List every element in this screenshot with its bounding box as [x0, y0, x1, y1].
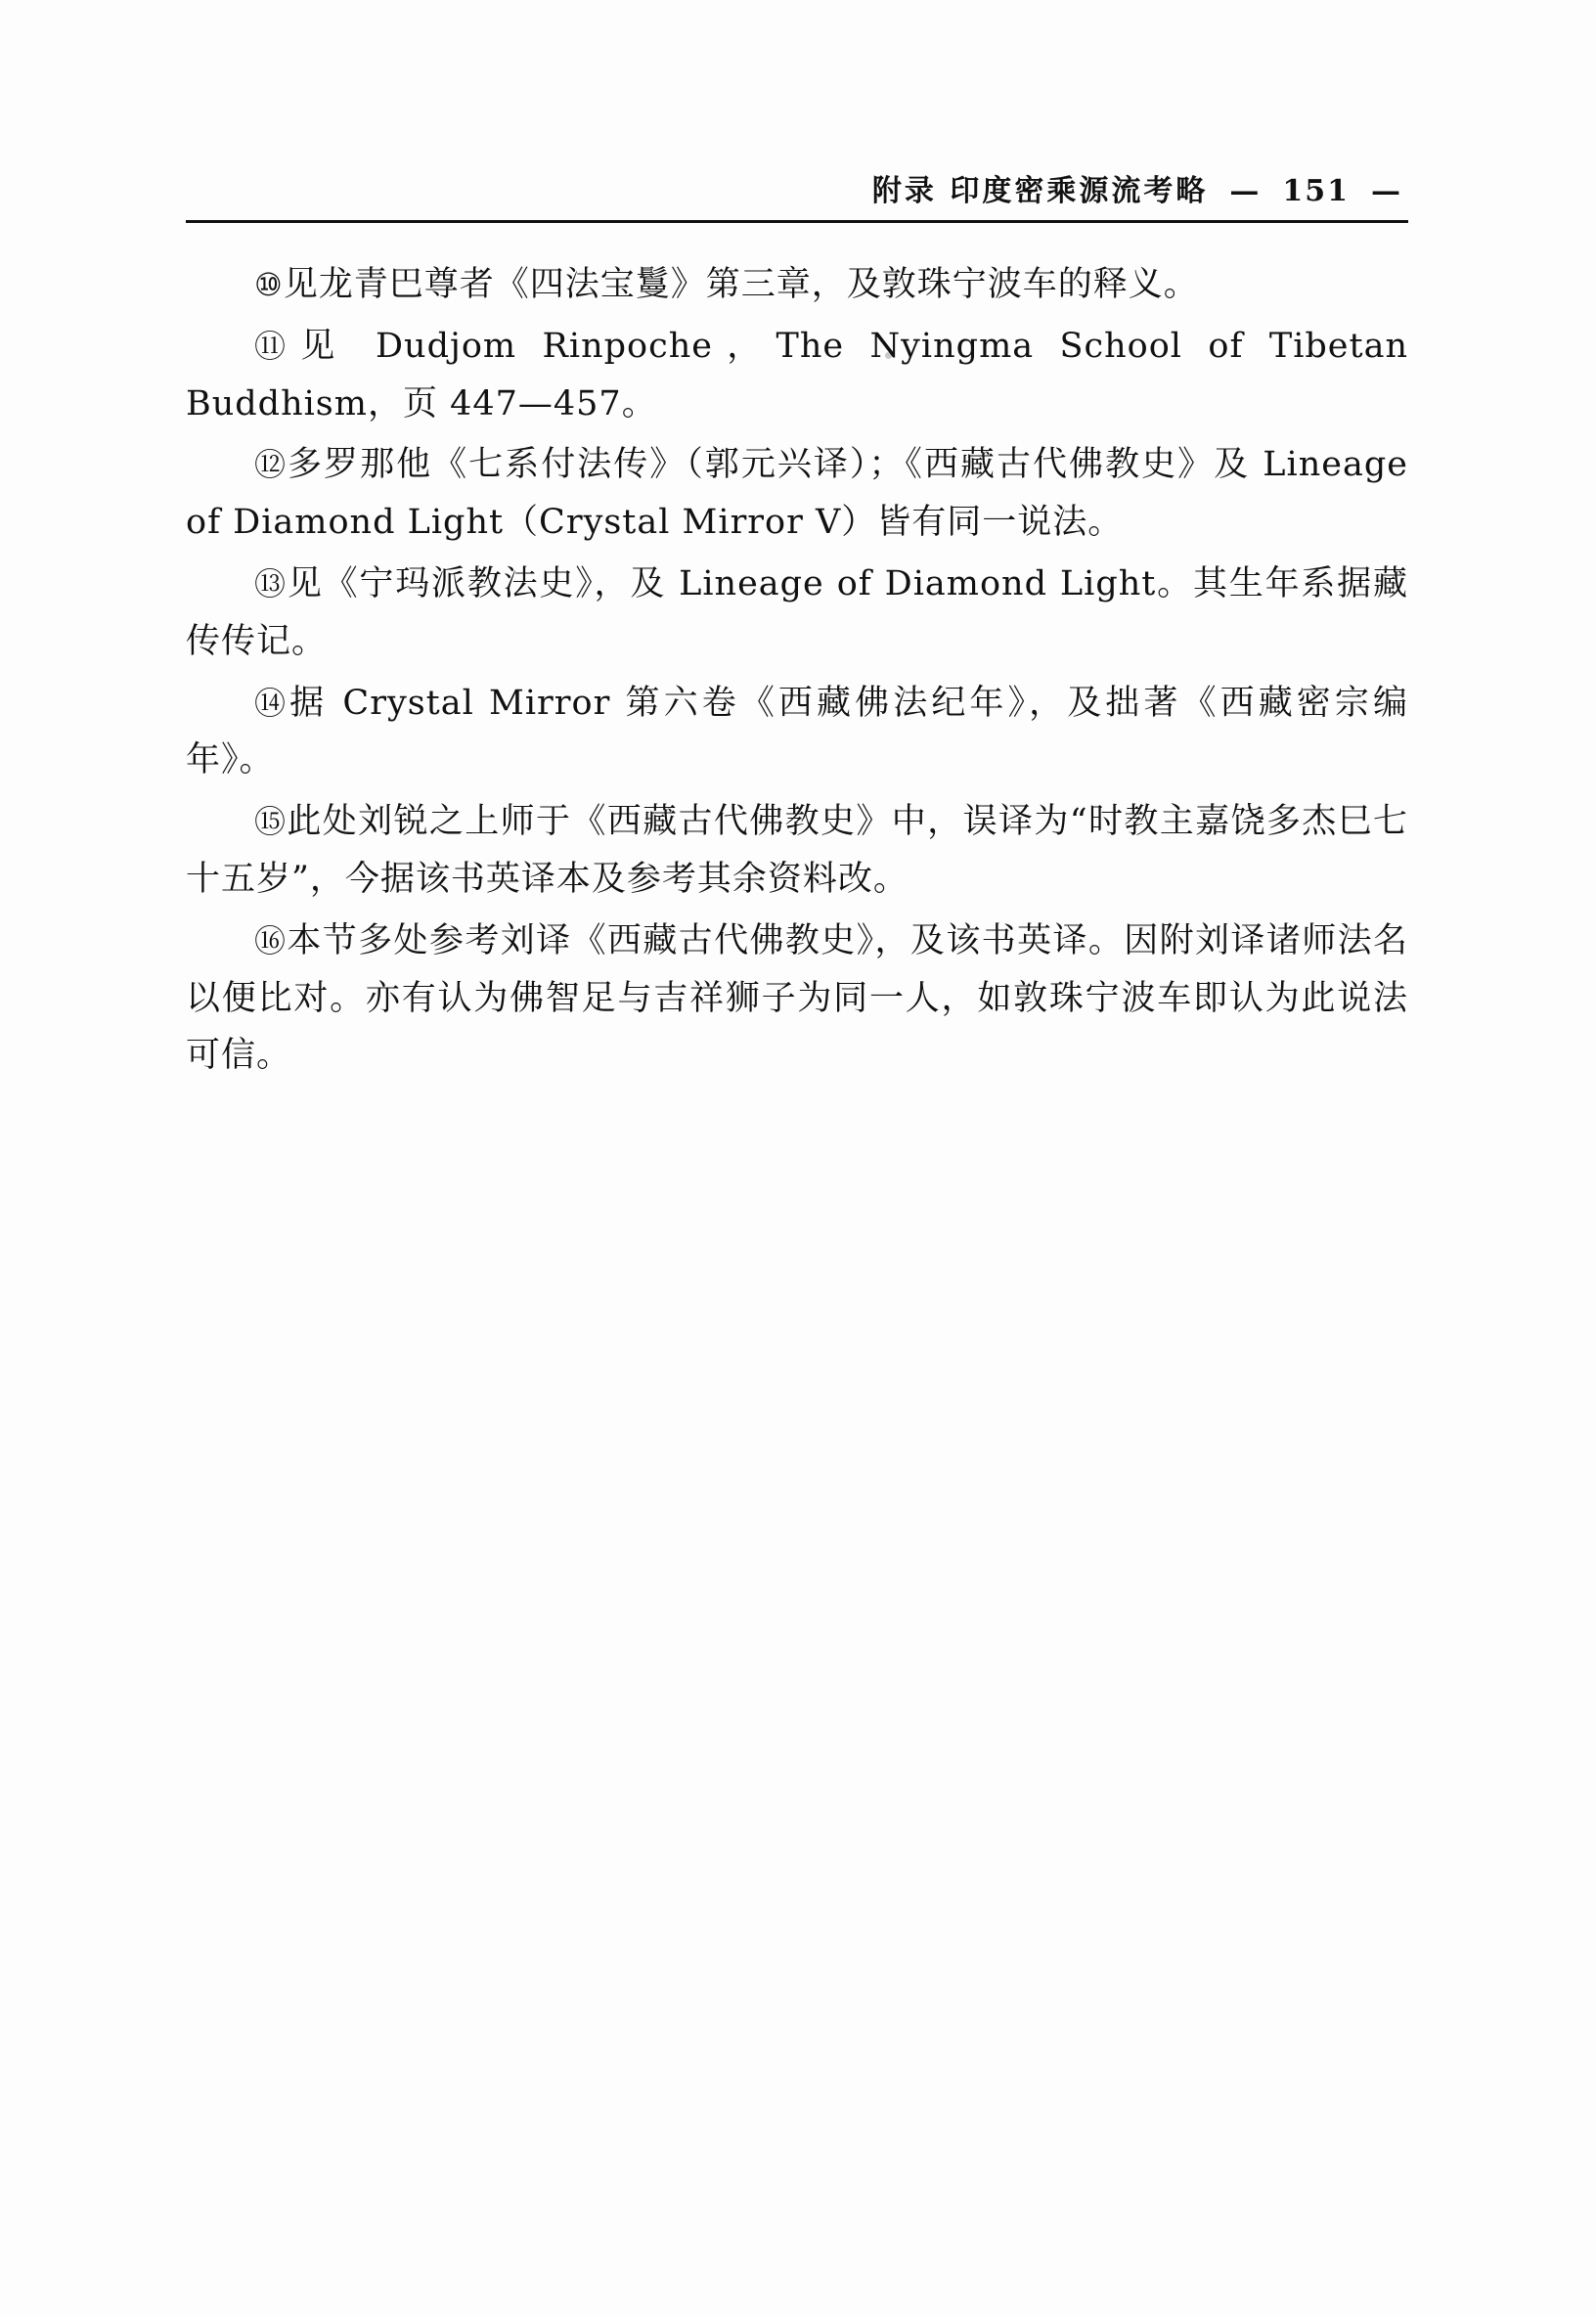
running-header	[186, 166, 1408, 209]
endnote-item	[186, 793, 1408, 909]
header-dash-left: —	[1229, 174, 1262, 208]
header-title: 附录 印度密乘源流考略	[871, 174, 1209, 208]
endnote-item	[186, 675, 1408, 790]
endnote-text: 见 Dudjom Rinpoche，The Nyingma School of Tibetan Buddhism，页 447—457。	[186, 326, 1408, 423]
endnote-marker: ⑭	[254, 684, 290, 722]
endnote-text: 多罗那他《七系付法传》（郭元兴译）；《西藏古代佛教史》及 Lineage of Diamond Light（Crystal Mirror V）皆有同一说法。	[186, 445, 1408, 543]
endnote-item	[186, 913, 1408, 1085]
endnote-marker: ⑬	[254, 564, 288, 602]
header-dash-right: —	[1371, 174, 1402, 208]
endnote-marker: ⑫	[254, 446, 288, 484]
endnote-text: 此处刘锐之上师于《西藏古代佛教史》中，误译为“时教主嘉饶多杰巳七十五岁”，今据该书英译本及参考其余资料改。	[186, 802, 1408, 899]
page-number: 151	[1282, 174, 1350, 208]
endnote-item	[186, 256, 1408, 314]
endnote-item	[186, 318, 1408, 433]
endnote-marker: ⑪	[254, 327, 301, 365]
endnote-text: 见《宁玛派教法史》，及 Lineage of Diamond Light。其生年系据藏传传记。	[186, 563, 1408, 661]
endnote-item	[186, 556, 1408, 671]
endnotes-list	[186, 256, 1408, 1089]
endnote-text: 据 Crystal Mirror 第六卷《西藏佛法纪年》，及拙著《西藏密宗编年》。	[186, 683, 1408, 780]
endnote-item	[186, 436, 1408, 552]
endnote-marker: ⑯	[254, 921, 288, 959]
endnote-marker: ⑮	[254, 803, 288, 841]
endnote-text: 本节多处参考刘译《西藏古代佛教史》，及该书英译。因附刘译诸师法名以便比对。亦有认为佛智足与吉祥狮子为同一人，如敦珠宁波车即认为此说法可信。	[186, 920, 1408, 1076]
header-divider	[186, 220, 1408, 223]
endnote-marker: ⑩	[254, 266, 284, 303]
endnote-text: 见龙青巴尊者《四法宝鬘》第三章，及敦珠宁波车的释义。	[283, 265, 1199, 304]
